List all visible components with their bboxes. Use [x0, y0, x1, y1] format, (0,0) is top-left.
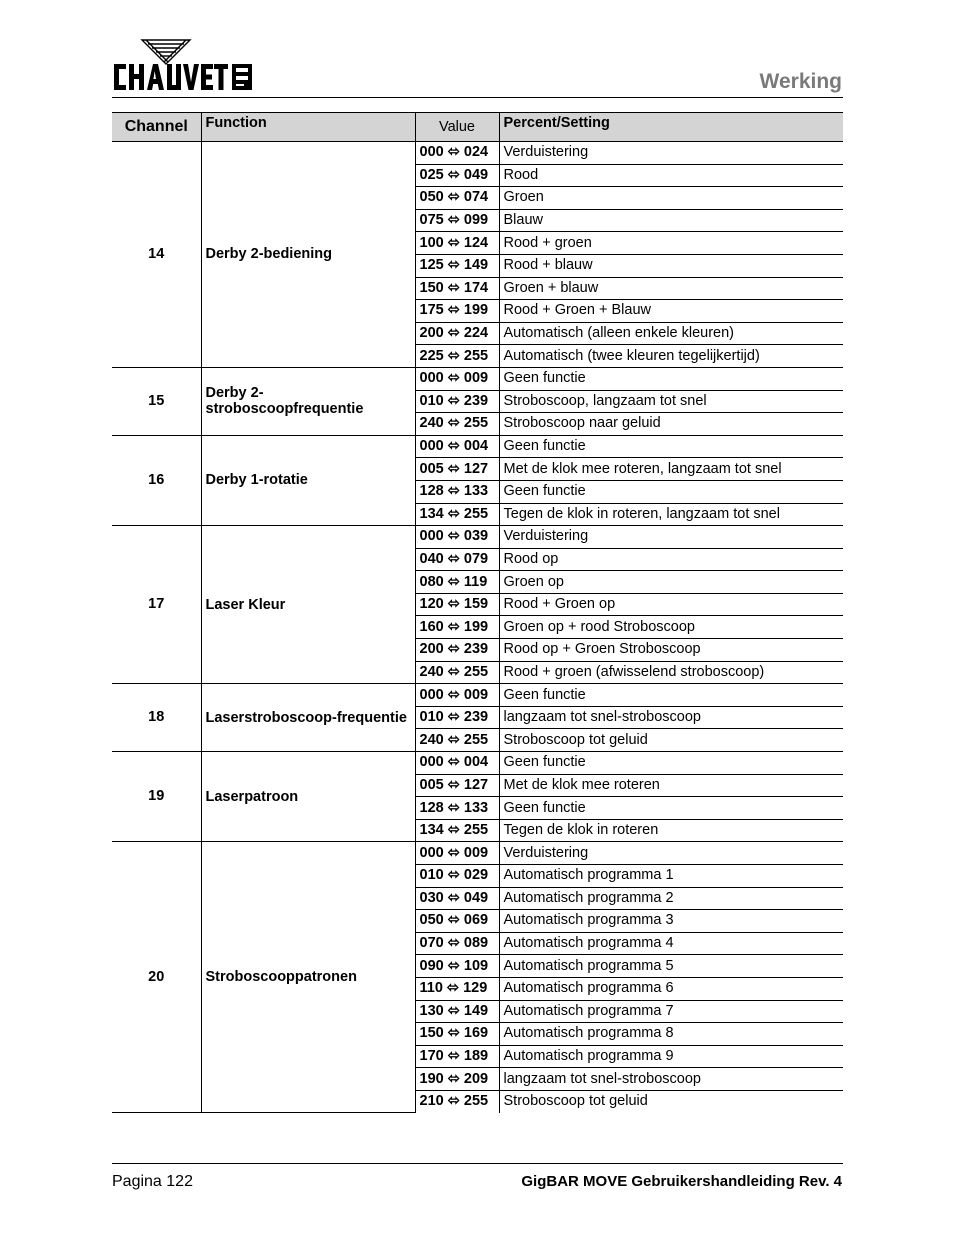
dmx-value-range: 170 ⬄ 189 [415, 1045, 499, 1068]
dmx-value-range: 134 ⬄ 255 [415, 503, 499, 526]
header-value: Value [415, 113, 499, 142]
header-function: Function [201, 113, 415, 142]
channel-number: 19 [112, 752, 201, 842]
table-row [112, 435, 843, 458]
dmx-value-range: 050 ⬄ 074 [415, 187, 499, 210]
dmx-setting: Geen functie [499, 435, 843, 458]
dmx-value-range: 005 ⬄ 127 [415, 458, 499, 481]
dmx-value-range: 120 ⬄ 159 [415, 593, 499, 616]
dmx-value-range: 010 ⬄ 239 [415, 390, 499, 413]
dmx-setting: Automatisch programma 4 [499, 932, 843, 955]
dmx-value-range: 200 ⬄ 224 [415, 322, 499, 345]
dmx-setting: Automatisch (twee kleuren tegelijkertijd) [499, 345, 843, 368]
dmx-value-range: 030 ⬄ 049 [415, 887, 499, 910]
dmx-value-range: 190 ⬄ 209 [415, 1068, 499, 1091]
dmx-value-range: 000 ⬄ 039 [415, 526, 499, 549]
dmx-setting: Automatisch programma 9 [499, 1045, 843, 1068]
dmx-value-range: 100 ⬄ 124 [415, 232, 499, 255]
dmx-value-range: 128 ⬄ 133 [415, 797, 499, 820]
channel-function: Stroboscooppatronen [201, 842, 415, 1113]
dmx-setting: Rood + Groen op [499, 593, 843, 616]
dmx-value-range: 000 ⬄ 009 [415, 684, 499, 707]
dmx-value-range: 000 ⬄ 024 [415, 142, 499, 165]
channel-function: Laserpatroon [201, 752, 415, 842]
channel-function: Derby 2-bediening [201, 142, 415, 368]
table-row [112, 684, 843, 707]
dmx-value-range: 040 ⬄ 079 [415, 548, 499, 571]
dmx-setting: Automatisch programma 1 [499, 865, 843, 888]
dmx-setting: Rood + blauw [499, 254, 843, 277]
dmx-value-range: 000 ⬄ 009 [415, 842, 499, 865]
chauvet-dj-logo [112, 36, 254, 94]
table-body [112, 142, 843, 1113]
dmx-setting: Rood + groen [499, 232, 843, 255]
dmx-value-range: 070 ⬄ 089 [415, 932, 499, 955]
dmx-setting: Automatisch programma 8 [499, 1023, 843, 1046]
dmx-value-range: 010 ⬄ 029 [415, 865, 499, 888]
dmx-value-range: 150 ⬄ 174 [415, 277, 499, 300]
dmx-setting: Geen functie [499, 367, 843, 390]
dmx-setting: Groen + blauw [499, 277, 843, 300]
dmx-setting: Met de klok mee roteren, langzaam tot snel [499, 458, 843, 481]
table-row [112, 526, 843, 549]
dmx-value-range: 210 ⬄ 255 [415, 1090, 499, 1112]
dmx-value-range: 240 ⬄ 255 [415, 729, 499, 752]
dmx-setting: Geen functie [499, 684, 843, 707]
header-divider [112, 97, 843, 98]
dmx-setting: langzaam tot snel-stroboscoop [499, 706, 843, 729]
dmx-setting: Verduistering [499, 842, 843, 865]
dmx-setting: Stroboscoop tot geluid [499, 1090, 843, 1112]
dmx-value-range: 128 ⬄ 133 [415, 480, 499, 503]
header-percent-setting: Percent/Setting [499, 113, 843, 142]
dmx-setting: Automatisch programma 2 [499, 887, 843, 910]
dmx-value-range: 075 ⬄ 099 [415, 209, 499, 232]
channel-number: 16 [112, 435, 201, 525]
table-row [112, 842, 843, 865]
dmx-setting: Geen functie [499, 752, 843, 775]
channel-function: Derby 2-stroboscoopfrequentie [201, 367, 415, 435]
dmx-value-range: 080 ⬄ 119 [415, 571, 499, 594]
dmx-value-range: 110 ⬄ 129 [415, 977, 499, 1000]
dmx-value-range: 150 ⬄ 169 [415, 1023, 499, 1046]
dmx-setting: Stroboscoop tot geluid [499, 729, 843, 752]
channel-function: Laserstroboscoop-frequentie [201, 684, 415, 752]
dmx-setting: Automatisch (alleen enkele kleuren) [499, 322, 843, 345]
dmx-value-range: 175 ⬄ 199 [415, 300, 499, 323]
manual-title: GigBAR MOVE Gebruikershandleiding Rev. 4 [521, 1173, 842, 1190]
table-row [112, 367, 843, 390]
dmx-value-range: 025 ⬄ 049 [415, 164, 499, 187]
channel-number: 20 [112, 842, 201, 1113]
channel-number: 15 [112, 367, 201, 435]
dmx-setting: Groen op + rood Stroboscoop [499, 616, 843, 639]
channel-number: 17 [112, 526, 201, 684]
page-number: Pagina 122 [112, 1173, 193, 1190]
dmx-setting: Stroboscoop naar geluid [499, 413, 843, 436]
table-header-row [112, 113, 843, 142]
channel-function: Derby 1-rotatie [201, 435, 415, 525]
dmx-setting: Met de klok mee roteren [499, 774, 843, 797]
dmx-value-range: 240 ⬄ 255 [415, 413, 499, 436]
dmx-setting: Tegen de klok in roteren [499, 819, 843, 842]
dmx-value-range: 000 ⬄ 009 [415, 367, 499, 390]
dmx-value-range: 134 ⬄ 255 [415, 819, 499, 842]
dmx-value-range: 200 ⬄ 239 [415, 639, 499, 662]
dmx-setting: Rood [499, 164, 843, 187]
dmx-setting: Groen op [499, 571, 843, 594]
footer-divider [112, 1163, 843, 1164]
dmx-value-range: 005 ⬄ 127 [415, 774, 499, 797]
dmx-setting: Automatisch programma 7 [499, 1000, 843, 1023]
dmx-setting: langzaam tot snel-stroboscoop [499, 1068, 843, 1091]
dmx-setting: Rood + groen (afwisselend stroboscoop) [499, 661, 843, 684]
dmx-setting: Blauw [499, 209, 843, 232]
channel-number: 14 [112, 142, 201, 368]
dmx-value-range: 240 ⬄ 255 [415, 661, 499, 684]
dmx-setting: Geen functie [499, 797, 843, 820]
dmx-channel-table [112, 112, 843, 1113]
table-row [112, 142, 843, 165]
table-row [112, 752, 843, 775]
dmx-setting: Automatisch programma 5 [499, 955, 843, 978]
channel-number: 18 [112, 684, 201, 752]
dmx-value-range: 125 ⬄ 149 [415, 254, 499, 277]
dmx-value-range: 130 ⬄ 149 [415, 1000, 499, 1023]
channel-function: Laser Kleur [201, 526, 415, 684]
dmx-value-range: 000 ⬄ 004 [415, 752, 499, 775]
dmx-value-range: 000 ⬄ 004 [415, 435, 499, 458]
dmx-value-range: 160 ⬄ 199 [415, 616, 499, 639]
dmx-setting: Rood op + Groen Stroboscoop [499, 639, 843, 662]
dmx-value-range: 050 ⬄ 069 [415, 910, 499, 933]
dmx-value-range: 090 ⬄ 109 [415, 955, 499, 978]
dmx-setting: Verduistering [499, 142, 843, 165]
dmx-setting: Geen functie [499, 480, 843, 503]
dmx-setting: Rood + Groen + Blauw [499, 300, 843, 323]
dmx-setting: Automatisch programma 6 [499, 977, 843, 1000]
dmx-setting: Groen [499, 187, 843, 210]
dmx-setting: Automatisch programma 3 [499, 910, 843, 933]
dmx-value-range: 010 ⬄ 239 [415, 706, 499, 729]
section-title: Werking [759, 70, 842, 93]
dmx-setting: Verduistering [499, 526, 843, 549]
dmx-setting: Tegen de klok in roteren, langzaam tot snel [499, 503, 843, 526]
header-channel: Channel [112, 113, 201, 142]
dmx-value-range: 225 ⬄ 255 [415, 345, 499, 368]
dmx-setting: Stroboscoop, langzaam tot snel [499, 390, 843, 413]
dmx-setting: Rood op [499, 548, 843, 571]
